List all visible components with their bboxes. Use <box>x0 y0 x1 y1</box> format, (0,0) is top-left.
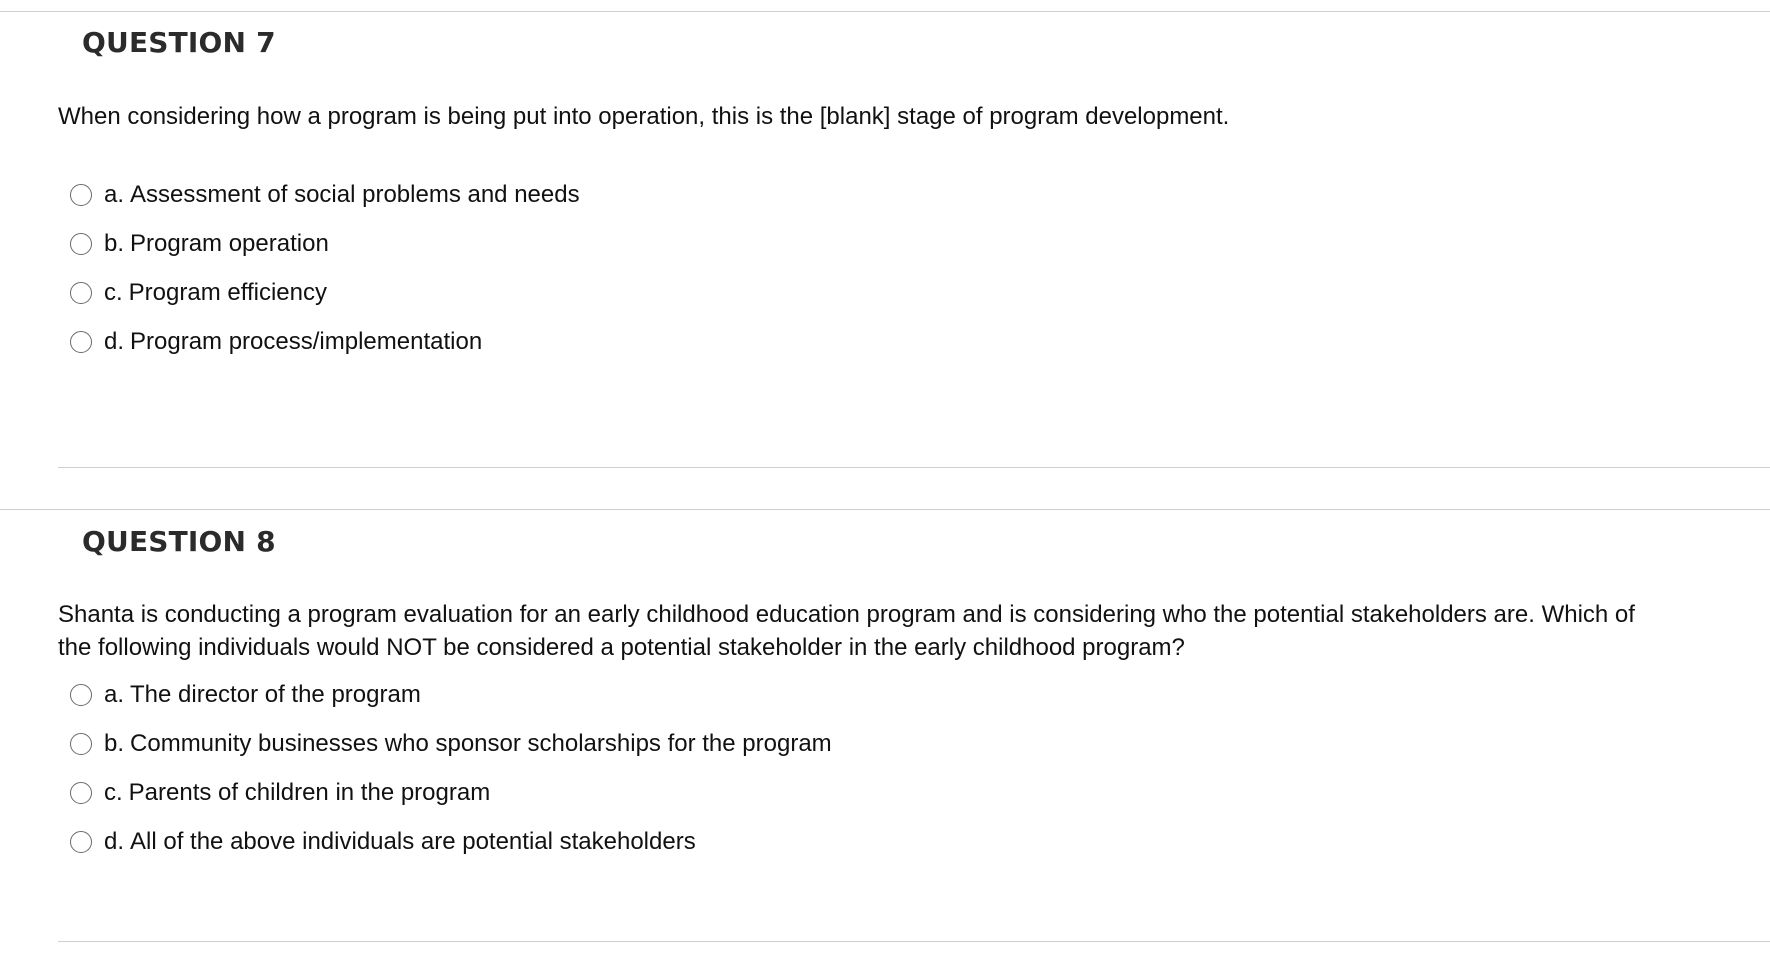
question-heading: QUESTION 8 <box>82 525 276 558</box>
option-letter: c. <box>104 778 123 806</box>
answer-options <box>70 670 832 866</box>
option-letter: b. <box>104 729 125 757</box>
option-label[interactable]: Program operation <box>130 229 329 257</box>
option-label[interactable]: Parents of children in the program <box>128 778 491 806</box>
question-text: When considering how a program is being put into operation, this is the [blank] stage of program development. <box>58 103 1230 130</box>
option-label[interactable]: Assessment of social problems and needs <box>130 180 580 208</box>
option-label[interactable]: Program efficiency <box>128 278 327 306</box>
option-label[interactable]: Community businesses who sponsor scholarships for the program <box>130 729 832 757</box>
option-b[interactable] <box>70 719 832 768</box>
answer-options <box>70 170 580 366</box>
option-c[interactable] <box>70 268 580 317</box>
option-c[interactable] <box>70 768 832 817</box>
option-letter: d. <box>104 327 125 355</box>
option-letter: b. <box>104 229 125 257</box>
option-label[interactable]: Program process/implementation <box>130 327 483 355</box>
radio-button[interactable] <box>70 733 92 755</box>
option-b[interactable] <box>70 219 580 268</box>
option-a[interactable] <box>70 670 832 719</box>
option-d[interactable] <box>70 317 580 366</box>
radio-button[interactable] <box>70 331 92 353</box>
option-letter: a. <box>104 180 125 208</box>
option-a[interactable] <box>70 170 580 219</box>
radio-button[interactable] <box>70 233 92 255</box>
radio-button[interactable] <box>70 184 92 206</box>
radio-button[interactable] <box>70 684 92 706</box>
option-letter: a. <box>104 680 125 708</box>
radio-button[interactable] <box>70 782 92 804</box>
radio-button[interactable] <box>70 831 92 853</box>
section-divider <box>0 509 1770 510</box>
radio-button[interactable] <box>70 282 92 304</box>
question-divider <box>58 467 1770 468</box>
option-label[interactable]: The director of the program <box>130 680 421 708</box>
option-label[interactable]: All of the above individuals are potential stakeholders <box>130 827 696 855</box>
top-divider <box>0 11 1770 12</box>
option-letter: c. <box>104 278 123 306</box>
question-divider <box>58 941 1770 942</box>
question-heading: QUESTION 7 <box>82 26 276 59</box>
option-letter: d. <box>104 827 125 855</box>
question-text: Shanta is conducting a program evaluation for an early childhood education program and is considering who the potential stakeholders are. Which of the following individuals would NOT be considered a potential stakeholder in the early childhood program? <box>58 601 1635 661</box>
option-d[interactable] <box>70 817 832 866</box>
